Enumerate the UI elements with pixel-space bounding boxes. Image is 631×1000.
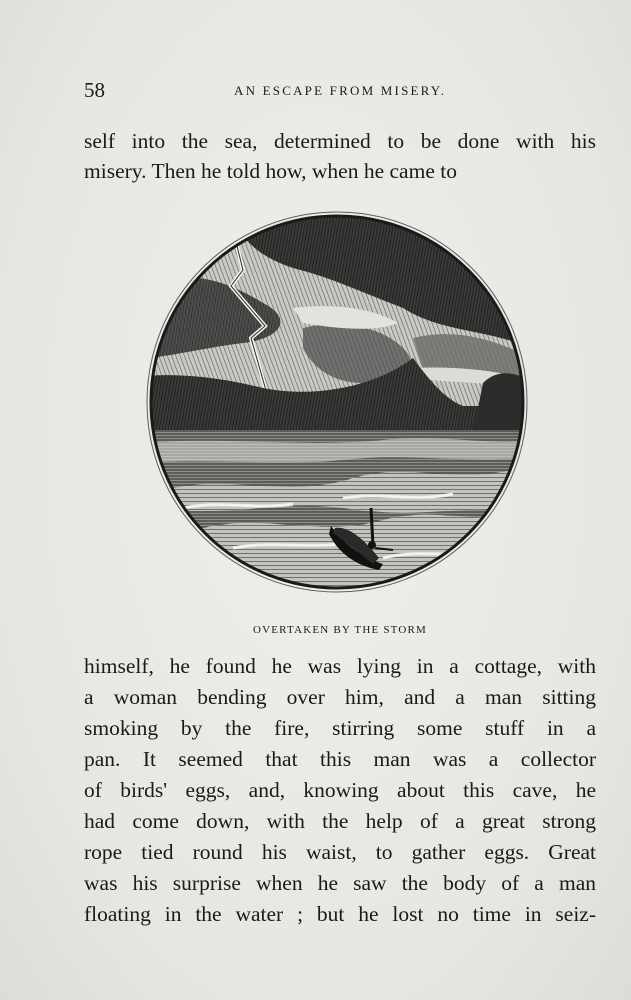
body-text-line: a woman bending over him, and a man sitting [84,685,596,709]
body-text-line: pan. It seemed that this man was a collector [84,747,596,771]
body-text-line: rope tied round his waist, to gather eggs. Great [84,840,596,864]
body-text-line: was his surprise when he saw the body of a man [84,871,596,895]
page-header [84,78,596,108]
body-text-line: self into the sea, determined to be done with his [84,129,596,153]
body-text-line: had come down, with the help of a great strong [84,809,596,833]
body-text-line: of birds' eggs, and, knowing about this cave, he [84,778,596,802]
body-text-line: misery. Then he told how, when he came to [84,159,457,183]
running-head: AN ESCAPE FROM MISERY. [234,83,447,98]
body-text-line: floating in the water ; but he lost no time in seiz- [84,902,596,926]
body-text-line: smoking by the fire, stirring some stuff in a [84,716,596,740]
page-number: 58 [84,78,105,102]
body-text-line: himself, he found he was lying in a cottage, with [84,654,596,678]
storm-engraving-illustration [143,208,531,596]
illustration-caption: OVERTAKEN BY THE STORM [252,624,428,636]
